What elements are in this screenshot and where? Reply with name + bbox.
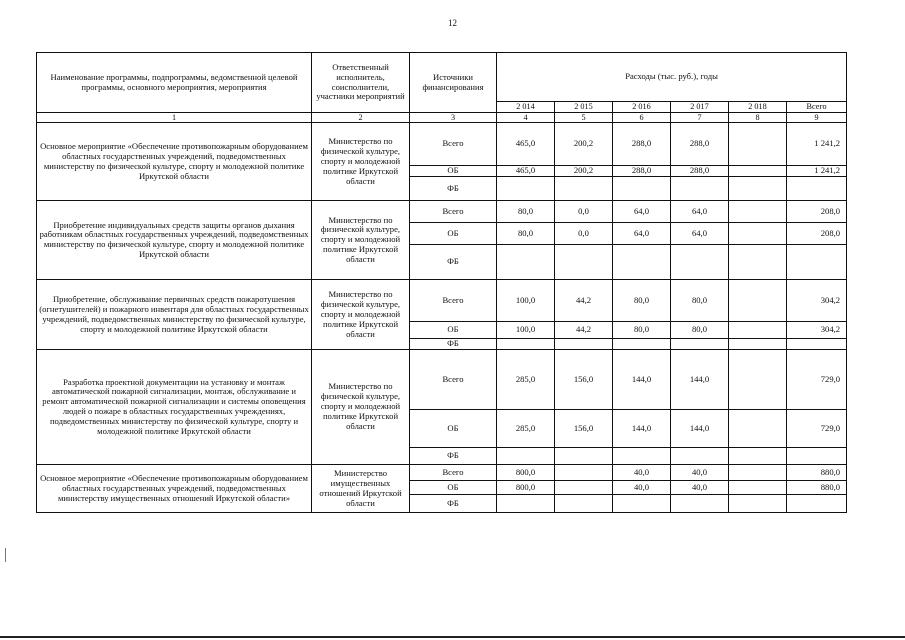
year-value-cell: 288,0	[613, 166, 671, 177]
funding-source: ОБ	[410, 166, 497, 177]
table-row	[37, 280, 847, 322]
column-index: 4	[497, 113, 555, 123]
year-value-cell: 100,0	[497, 280, 555, 322]
header-total: Всего	[787, 102, 847, 113]
total-cell: 1 241,2	[787, 123, 847, 166]
total-cell: 304,2	[787, 322, 847, 339]
header-responsible: Ответственный исполнитель, соисполнители, участники мероприятий	[312, 53, 410, 113]
year-value-cell	[729, 448, 787, 465]
column-index: 8	[729, 113, 787, 123]
year-value-cell	[729, 245, 787, 280]
funding-source: ОБ	[410, 410, 497, 448]
year-value-cell: 144,0	[613, 350, 671, 410]
year-value-cell	[729, 322, 787, 339]
page-bottom-rule	[0, 636, 905, 638]
funding-source: ОБ	[410, 223, 497, 245]
year-value-cell: 0,0	[555, 223, 613, 245]
total-cell: 729,0	[787, 350, 847, 410]
funding-source: Всего	[410, 465, 497, 481]
year-value-cell: 200,2	[555, 123, 613, 166]
year-value-cell: 40,0	[613, 481, 671, 495]
header-year: 2 016	[613, 102, 671, 113]
total-cell	[787, 177, 847, 201]
year-value-cell: 40,0	[613, 465, 671, 481]
year-value-cell	[613, 495, 671, 513]
funding-source: ОБ	[410, 322, 497, 339]
year-value-cell	[555, 245, 613, 280]
year-value-cell	[729, 280, 787, 322]
year-value-cell: 64,0	[671, 223, 729, 245]
year-value-cell: 465,0	[497, 123, 555, 166]
year-value-cell	[729, 201, 787, 223]
year-value-cell	[613, 245, 671, 280]
year-value-cell	[729, 465, 787, 481]
scan-mark	[5, 548, 6, 562]
year-value-cell	[671, 245, 729, 280]
year-value-cell: 288,0	[671, 166, 729, 177]
year-value-cell	[613, 448, 671, 465]
year-value-cell: 100,0	[497, 322, 555, 339]
year-value-cell: 64,0	[613, 201, 671, 223]
total-cell	[787, 495, 847, 513]
total-cell	[787, 339, 847, 350]
year-value-cell	[613, 339, 671, 350]
total-cell: 880,0	[787, 481, 847, 495]
responsible-executor: Министерство по физической культуре, спорту и молодежной политике Иркутской области	[312, 201, 410, 280]
funding-source: Всего	[410, 280, 497, 322]
total-cell	[787, 448, 847, 465]
funding-source: ФБ	[410, 448, 497, 465]
year-value-cell	[555, 448, 613, 465]
total-cell: 1 241,2	[787, 166, 847, 177]
column-index: 5	[555, 113, 613, 123]
expenses-table	[36, 52, 847, 513]
funding-source: ФБ	[410, 339, 497, 350]
year-value-cell	[497, 177, 555, 201]
page-number: 12	[448, 18, 457, 28]
year-value-cell	[555, 465, 613, 481]
year-value-cell: 144,0	[671, 410, 729, 448]
header-name: Наименование программы, подпрограммы, ведомственной целевой программы, основного мероприятия, мероприятия	[37, 53, 312, 113]
year-value-cell	[555, 177, 613, 201]
year-value-cell: 80,0	[671, 280, 729, 322]
table-row	[37, 350, 847, 410]
funding-source: Всего	[410, 201, 497, 223]
year-value-cell: 156,0	[555, 350, 613, 410]
year-value-cell	[729, 481, 787, 495]
header-year: 2 014	[497, 102, 555, 113]
year-value-cell: 0,0	[555, 201, 613, 223]
column-index: 3	[410, 113, 497, 123]
total-cell: 208,0	[787, 223, 847, 245]
header-year: 2 018	[729, 102, 787, 113]
funding-source: ФБ	[410, 245, 497, 280]
year-value-cell: 200,2	[555, 166, 613, 177]
year-value-cell: 40,0	[671, 465, 729, 481]
year-value-cell	[729, 223, 787, 245]
year-value-cell	[555, 339, 613, 350]
header-expenses: Расходы (тыс. руб.), годы	[497, 53, 847, 102]
year-value-cell	[729, 123, 787, 166]
year-value-cell	[671, 448, 729, 465]
column-index: 2	[312, 113, 410, 123]
total-cell: 729,0	[787, 410, 847, 448]
activity-name: Разработка проектной документации на установку и монтаж автоматической пожарной сигнализации, монтаж, обслуживание и ремонт автоматической пожарной сигнализации и системы оповещения людей о пожаре в областных государственных учреждениях, подведомственных министерству по физической культуре, спорту и молодежной политике Иркутской области	[37, 350, 312, 465]
funding-source: ОБ	[410, 481, 497, 495]
table-row	[37, 201, 847, 223]
header-year: 2 017	[671, 102, 729, 113]
funding-source: Всего	[410, 123, 497, 166]
year-value-cell: 80,0	[613, 322, 671, 339]
total-cell	[787, 245, 847, 280]
column-index: 9	[787, 113, 847, 123]
responsible-executor: Министерство по физической культуре, спорту и молодежной политике Иркутской области	[312, 123, 410, 201]
table-row	[37, 123, 847, 166]
responsible-executor: Министерство по физической культуре, спорту и молодежной политике Иркутской области	[312, 350, 410, 465]
column-index: 6	[613, 113, 671, 123]
funding-source: ФБ	[410, 495, 497, 513]
year-value-cell	[729, 410, 787, 448]
total-cell: 208,0	[787, 201, 847, 223]
total-cell: 880,0	[787, 465, 847, 481]
year-value-cell	[729, 339, 787, 350]
year-value-cell	[555, 481, 613, 495]
year-value-cell	[555, 495, 613, 513]
year-value-cell: 144,0	[671, 350, 729, 410]
year-value-cell: 80,0	[613, 280, 671, 322]
year-value-cell	[671, 177, 729, 201]
year-value-cell: 144,0	[613, 410, 671, 448]
year-value-cell: 156,0	[555, 410, 613, 448]
year-value-cell	[729, 166, 787, 177]
column-index: 1	[37, 113, 312, 123]
column-index: 7	[671, 113, 729, 123]
activity-name: Приобретение, обслуживание первичных средств пожаротушения (огнетушителей) и пожарного инвентаря для областных государственных учреждений, подведомственных министерству по физической культуре, спорту и молодежной политике Иркутской области	[37, 280, 312, 350]
year-value-cell	[671, 495, 729, 513]
year-value-cell: 465,0	[497, 166, 555, 177]
year-value-cell: 288,0	[613, 123, 671, 166]
year-value-cell: 64,0	[613, 223, 671, 245]
table-row	[37, 465, 847, 481]
activity-name: Основное мероприятие «Обеспечение противопожарным оборудованием областных государственных учреждений, подведомственных министерству по физической культуре, спорту и молодежной политике Иркутской области	[37, 123, 312, 201]
year-value-cell: 64,0	[671, 201, 729, 223]
year-value-cell	[497, 495, 555, 513]
year-value-cell: 80,0	[671, 322, 729, 339]
total-cell: 304,2	[787, 280, 847, 322]
funding-source: Всего	[410, 350, 497, 410]
year-value-cell: 80,0	[497, 223, 555, 245]
year-value-cell	[729, 177, 787, 201]
year-value-cell	[497, 339, 555, 350]
year-value-cell: 800,0	[497, 465, 555, 481]
year-value-cell	[729, 495, 787, 513]
year-value-cell: 285,0	[497, 350, 555, 410]
year-value-cell	[729, 350, 787, 410]
responsible-executor: Министерство имущественных отношений Иркутской области	[312, 465, 410, 513]
year-value-cell: 44,2	[555, 322, 613, 339]
funding-source: ФБ	[410, 177, 497, 201]
responsible-executor: Министерство по физической культуре, спорту и молодежной политике Иркутской области	[312, 280, 410, 350]
activity-name: Приобретение индивидуальных средств защиты органов дыхания работникам областных государственных учреждений, подведомственных министерству по физической культуре, спорту и молодежной политике Иркутской области	[37, 201, 312, 280]
year-value-cell	[497, 245, 555, 280]
year-value-cell: 40,0	[671, 481, 729, 495]
year-value-cell: 285,0	[497, 410, 555, 448]
year-value-cell	[613, 177, 671, 201]
year-value-cell: 80,0	[497, 201, 555, 223]
year-value-cell	[497, 448, 555, 465]
year-value-cell: 288,0	[671, 123, 729, 166]
year-value-cell: 44,2	[555, 280, 613, 322]
year-value-cell: 800,0	[497, 481, 555, 495]
year-value-cell	[671, 339, 729, 350]
header-sources: Источники финансирования	[410, 53, 497, 113]
header-year: 2 015	[555, 102, 613, 113]
activity-name: Основное мероприятие «Обеспечение противопожарным оборудованием областных государственных учреждений, подведомственных министерству имущественных отношений Иркутской области»	[37, 465, 312, 513]
